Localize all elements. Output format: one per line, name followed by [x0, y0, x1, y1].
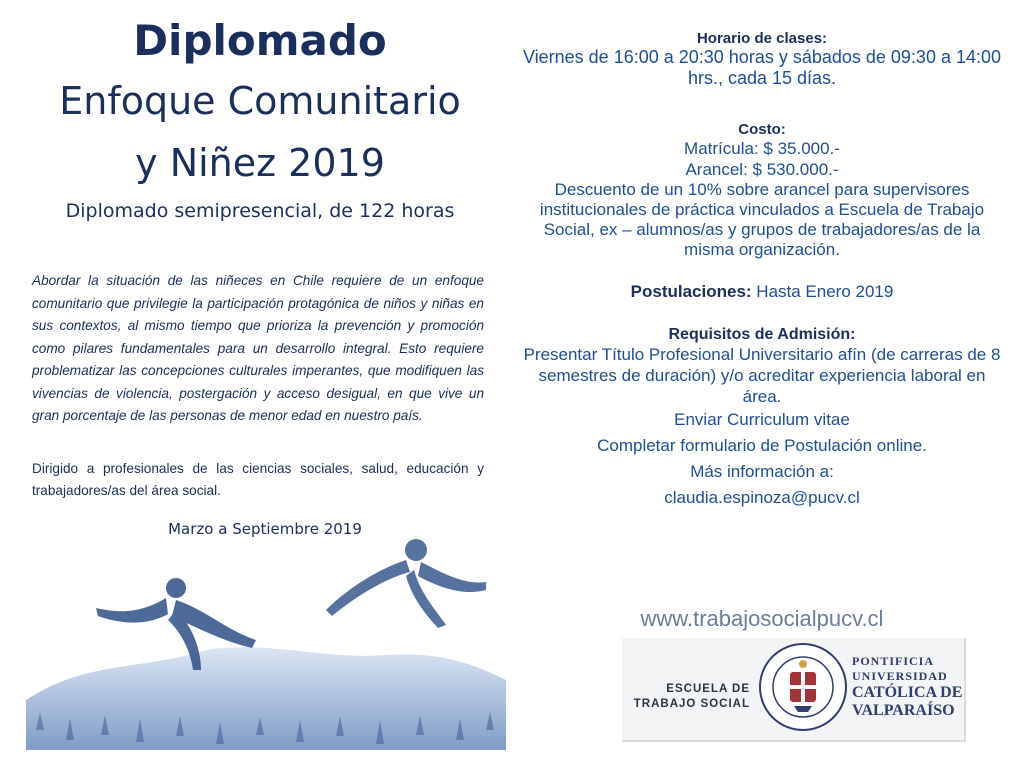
- requirement-cv: Enviar Curriculum vitae: [674, 410, 850, 429]
- program-name-line1: Enfoque Comunitario: [59, 79, 461, 123]
- more-info-label: Más información a:: [690, 462, 834, 481]
- applications-label: Postulaciones:: [630, 282, 752, 301]
- university-seal-icon: [758, 642, 848, 732]
- requirement-degree: Presentar Título Profesional Universitario afín (de carreras de 8 semestres de duración) y/o acreditar experiencia laboral en área.: [523, 345, 1001, 406]
- university-name-line2: UNIVERSIDAD: [852, 669, 948, 683]
- schedule-heading: Horario de clases:: [696, 30, 828, 47]
- institution-logo: [622, 638, 966, 742]
- website-link[interactable]: www.trabajosocialpucv.cl: [640, 606, 884, 631]
- audience-paragraph: Dirigido a profesionales de las ciencias sociales, salud, educación y trabajadores/as del área social.: [32, 461, 484, 498]
- tuition-fee: Arancel: $ 530.000.-: [685, 160, 839, 179]
- university-name: [852, 654, 962, 720]
- description-paragraph: Abordar la situación de las niñeces en Chile requiere de un enfoque comunitario que privilegie la participación protagónica de niños y niñas en sus contextos, al mismo tiempo que prioriza la prevención y promoción como pilares fundamentales para un desarrollo integral. Esto requiere problematizar las concepciones culturales imperantes, que modifiquen las vivencias de violencia, postergación y acceso desigual, en que vive un gran porcentaje de las personas de menor edad en nuestro país.: [32, 273, 484, 423]
- program-format: Diplomado semipresencial, de 122 horas: [65, 200, 455, 222]
- applications-line: [520, 282, 1004, 302]
- university-name-line1: PONTIFICIA: [852, 654, 935, 668]
- page-title: Diplomado: [133, 16, 387, 65]
- university-name-line4: VALPARAÍSO: [852, 702, 955, 719]
- schedule-text: Viernes de 16:00 a 20:30 horas y sábados de 09:30 a 14:00 hrs., cada 15 días.: [522, 47, 1002, 88]
- children-jumping-image: [26, 530, 506, 750]
- applications-deadline: Hasta Enero 2019: [756, 282, 894, 301]
- program-dates: Marzo a Septiembre 2019: [168, 520, 362, 538]
- requirement-form: Completar formulario de Postulación online.: [597, 436, 927, 455]
- enrollment-fee: Matrícula: $ 35.000.-: [684, 139, 840, 158]
- cost-heading: Costo:: [738, 121, 786, 138]
- requirements-heading: Requisitos de Admisión:: [668, 326, 856, 343]
- children-jumping-illustration: [26, 530, 506, 750]
- title-block: [20, 12, 500, 222]
- info-column: [520, 30, 1004, 511]
- program-name-line2: y Niñez 2019: [135, 141, 385, 185]
- discount-note: Descuento de un 10% sobre arancel para supervisores institucionales de práctica vinculados a Escuela de Trabajo Social, ex – alumnos/as y grupos de trabajadores/as de la misma organización.: [539, 180, 985, 259]
- school-name-line2: TRABAJO SOCIAL: [633, 698, 750, 710]
- university-name-line3: CATÓLICA DE: [852, 684, 963, 701]
- school-name-line1: ESCUELA DE: [666, 683, 750, 695]
- contact-email[interactable]: claudia.espinoza@pucv.cl: [664, 488, 860, 507]
- school-name: [632, 682, 750, 712]
